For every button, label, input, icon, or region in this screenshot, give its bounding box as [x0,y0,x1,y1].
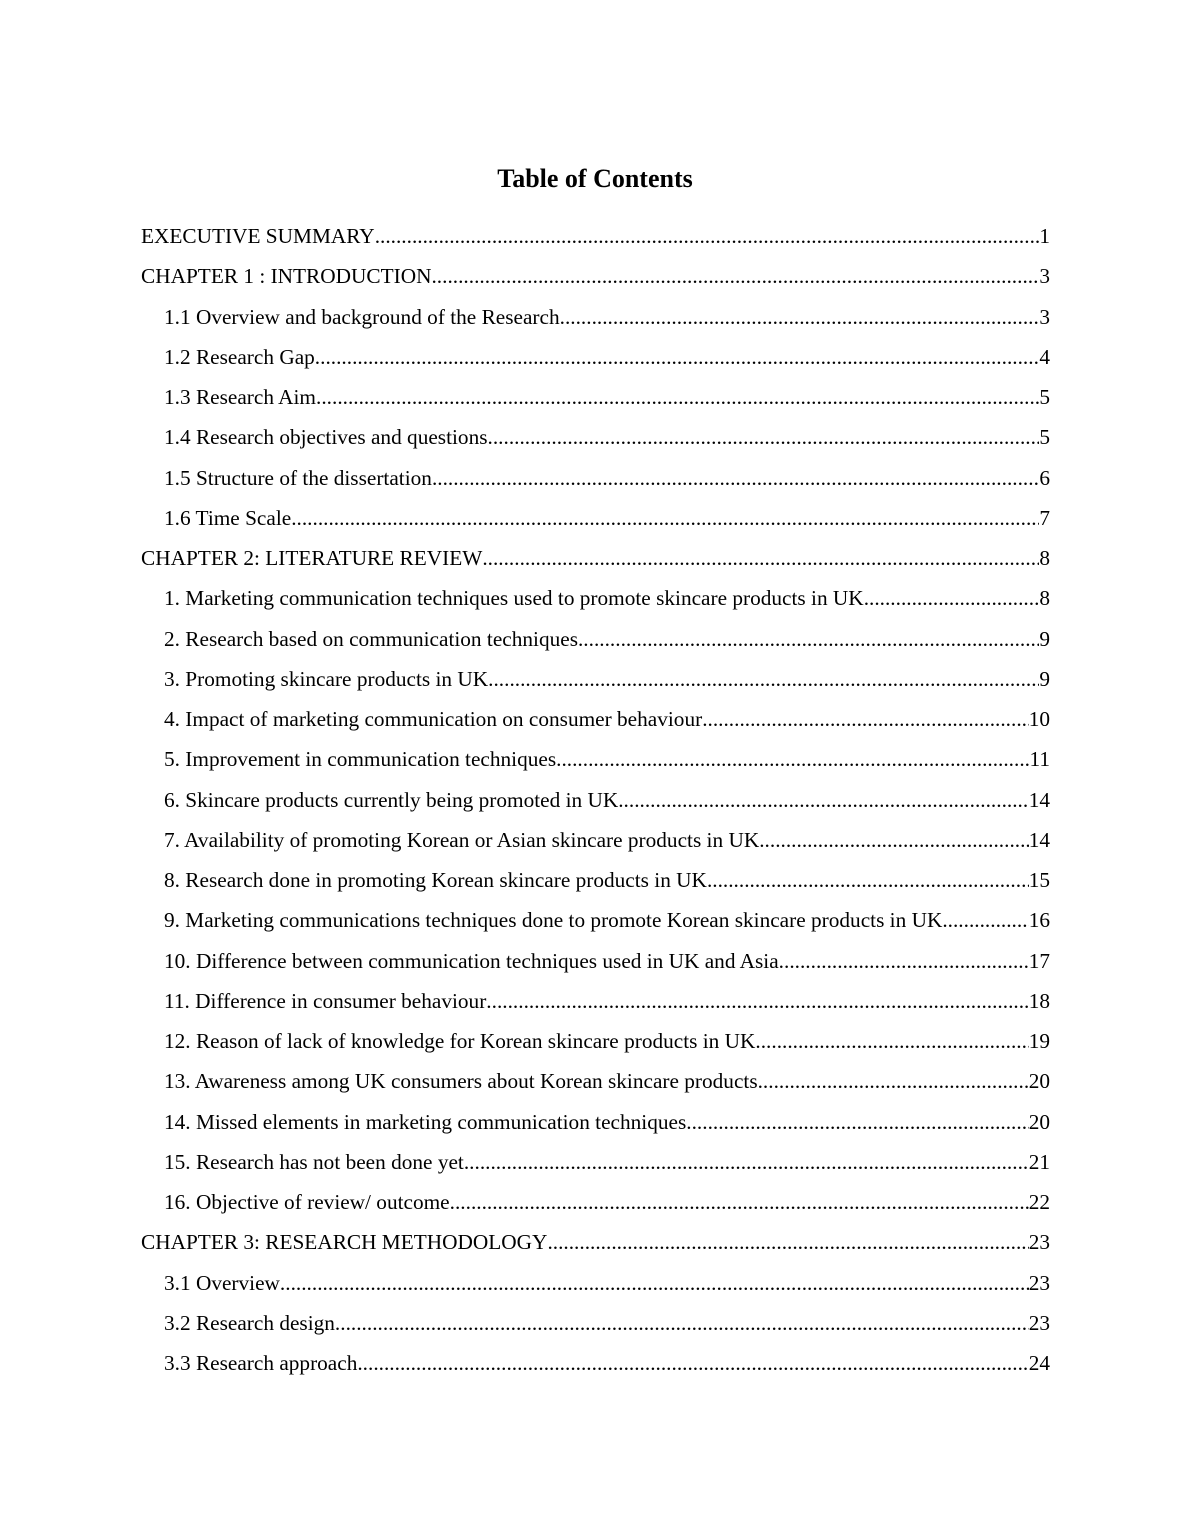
toc-entry[interactable] [141,619,1050,659]
toc-entry-text: 13. Awareness among UK consumers about Korean skincare products [164,1069,758,1094]
toc-page-number: 5 [1039,385,1050,409]
toc-entry[interactable] [141,941,1050,981]
toc-page-number: 10 [1028,707,1050,731]
toc-entry-text: CHAPTER 2: LITERATURE REVIEW [141,546,483,570]
toc-entry[interactable] [141,900,1050,940]
toc-page-number: 11 [1029,747,1050,772]
toc-dot-leader [486,981,1028,1021]
toc-entry[interactable] [141,1142,1050,1182]
toc-dot-leader [291,498,1039,538]
toc-dot-leader [864,578,1040,618]
toc-entry-text: 8. Research done in promoting Korean skincare products in UK [164,868,707,892]
toc-dot-leader [759,820,1028,860]
toc-page-number: 3 [1039,264,1050,289]
toc-entry[interactable] [141,256,1050,296]
toc-page-number: 1 [1039,224,1050,248]
toc-page-number: 23 [1028,1270,1050,1295]
toc-page-number: 8 [1039,586,1050,611]
toc-page-number: 5 [1039,425,1050,450]
toc-entry-text: 16. Objective of review/ outcome [164,1190,450,1214]
toc-entry[interactable] [141,1343,1050,1383]
toc-dot-leader [450,1182,1029,1222]
toc-entry-text: 3.1 Overview [164,1270,280,1295]
toc-entry-text: 1.6 Time Scale [164,505,292,530]
toc-entry[interactable] [141,377,1050,417]
toc-page-number: 7 [1039,505,1050,530]
toc-entry[interactable] [141,739,1050,779]
toc-entry-text: 6. Skincare products currently being promoted in UK [164,787,619,812]
toc-page-number: 23 [1028,1310,1050,1335]
toc-entry-text: 11. Difference in consumer behaviour [164,988,487,1013]
toc-page-number: 14 [1028,827,1050,852]
toc-entry-text: 4. Impact of marketing communication on consumer behaviour [164,707,703,731]
toc-list [141,216,1050,1383]
toc-dot-leader [375,216,1040,256]
toc-dot-leader [464,1142,1029,1182]
toc-page-number: 23 [1028,1230,1050,1255]
toc-entry-text: 3.2 Research design [164,1310,335,1335]
toc-entry[interactable] [141,981,1050,1021]
toc-dot-leader [758,1061,1029,1101]
toc-dot-leader [578,619,1039,659]
toc-entry[interactable] [141,297,1050,337]
toc-entry[interactable] [141,820,1050,860]
toc-page-number: 19 [1028,1029,1050,1053]
toc-entry[interactable] [141,780,1050,820]
toc-dot-leader [315,337,1040,377]
toc-entry-text: 15. Research has not been done yet [164,1149,464,1174]
toc-entry-text: 1.4 Research objectives and questions [164,425,488,450]
toc-page-number: 14 [1028,787,1050,812]
toc-entry-text: 9. Marketing communications techniques done to promote Korean skincare products in UK. [164,908,948,933]
toc-dot-leader [702,699,1029,739]
toc-dot-leader [556,739,1029,779]
toc-page-number: 20 [1028,1109,1050,1134]
toc-page-number: 3 [1039,304,1050,329]
toc-entry[interactable] [141,1061,1050,1101]
toc-page-number: 9 [1039,666,1050,691]
toc-entry-text: 14. Missed elements in marketing communication techniques [164,1109,687,1134]
toc-entry[interactable] [141,1303,1050,1343]
toc-entry-text: 3.3 Research approach [164,1351,358,1375]
toc-entry[interactable] [141,538,1050,578]
toc-entry[interactable] [141,699,1050,739]
toc-entry[interactable] [141,578,1050,618]
toc-dot-leader [707,860,1029,900]
toc-entry[interactable] [141,417,1050,457]
toc-page-number: 16 [1028,908,1050,933]
toc-entry-text: 7. Availability of promoting Korean or Asian skincare products in UK [164,827,760,852]
toc-dot-leader [316,377,1039,417]
toc-entry-text: 10. Difference between communication techniques used in UK and Asia [164,948,779,973]
toc-entry[interactable] [141,458,1050,498]
toc-entry[interactable] [141,337,1050,377]
toc-page-number: 15 [1028,868,1050,892]
toc-entry-text: 5. Improvement in communication techniques [164,747,557,772]
toc-dot-leader [432,458,1039,498]
toc-page-number: 18 [1028,988,1050,1013]
toc-entry-text: CHAPTER 3: RESEARCH METHODOLOGY [141,1230,548,1255]
toc-entry-text: 2. Research based on communication techniques [164,626,578,651]
toc-dot-leader [488,659,1039,699]
toc-entry[interactable] [141,860,1050,900]
toc-dot-leader [488,417,1040,457]
toc-entry[interactable] [141,1222,1050,1262]
toc-page-number: 8 [1039,546,1050,570]
toc-dot-leader [482,538,1039,578]
toc-dot-leader [686,1102,1028,1142]
toc-dot-leader [948,900,1029,940]
toc-dot-leader [357,1343,1028,1383]
toc-entry-text: CHAPTER 1 : INTRODUCTION [141,264,432,289]
toc-page-number: 22 [1028,1190,1050,1214]
toc-page-number: 6 [1039,465,1050,490]
toc-page-number: 4 [1039,344,1050,369]
toc-entry-text: 3. Promoting skincare products in UK [164,666,489,691]
toc-dot-leader [560,297,1040,337]
toc-entry-text: 1.5 Structure of the dissertation [164,465,432,490]
toc-entry-text: 12. Reason of lack of knowledge for Korean skincare products in UK [164,1029,756,1053]
toc-dot-leader [755,1021,1028,1061]
toc-page-number: 21 [1028,1149,1050,1174]
toc-dot-leader [618,780,1028,820]
toc-dot-leader [779,941,1029,981]
toc-entry[interactable] [141,1263,1050,1303]
toc-page-number: 20 [1028,1069,1050,1094]
toc-entry-text: EXECUTIVE SUMMARY [141,224,375,248]
toc-entry[interactable] [141,216,1050,256]
toc-entry-text: 1.3 Research Aim [164,385,317,409]
toc-dot-leader [335,1303,1029,1343]
toc-entry[interactable] [141,1102,1050,1142]
toc-entry[interactable] [141,498,1050,538]
toc-entry-text: 1. Marketing communication techniques used to promote skincare products in UK [164,586,864,611]
toc-entry[interactable] [141,659,1050,699]
toc-page-number: 17 [1028,948,1050,973]
toc-entry-text: 1.1 Overview and background of the Research [164,304,560,329]
toc-page-number: 24 [1028,1351,1050,1375]
toc-title: Table of Contents [497,164,693,193]
toc-page-number: 9 [1039,626,1050,651]
toc-dot-leader [280,1263,1029,1303]
toc-entry-text: 1.2 Research Gap [164,344,315,369]
toc-dot-leader [547,1222,1028,1262]
toc-dot-leader [431,256,1039,296]
toc-entry[interactable] [141,1182,1050,1222]
toc-entry[interactable] [141,1021,1050,1061]
